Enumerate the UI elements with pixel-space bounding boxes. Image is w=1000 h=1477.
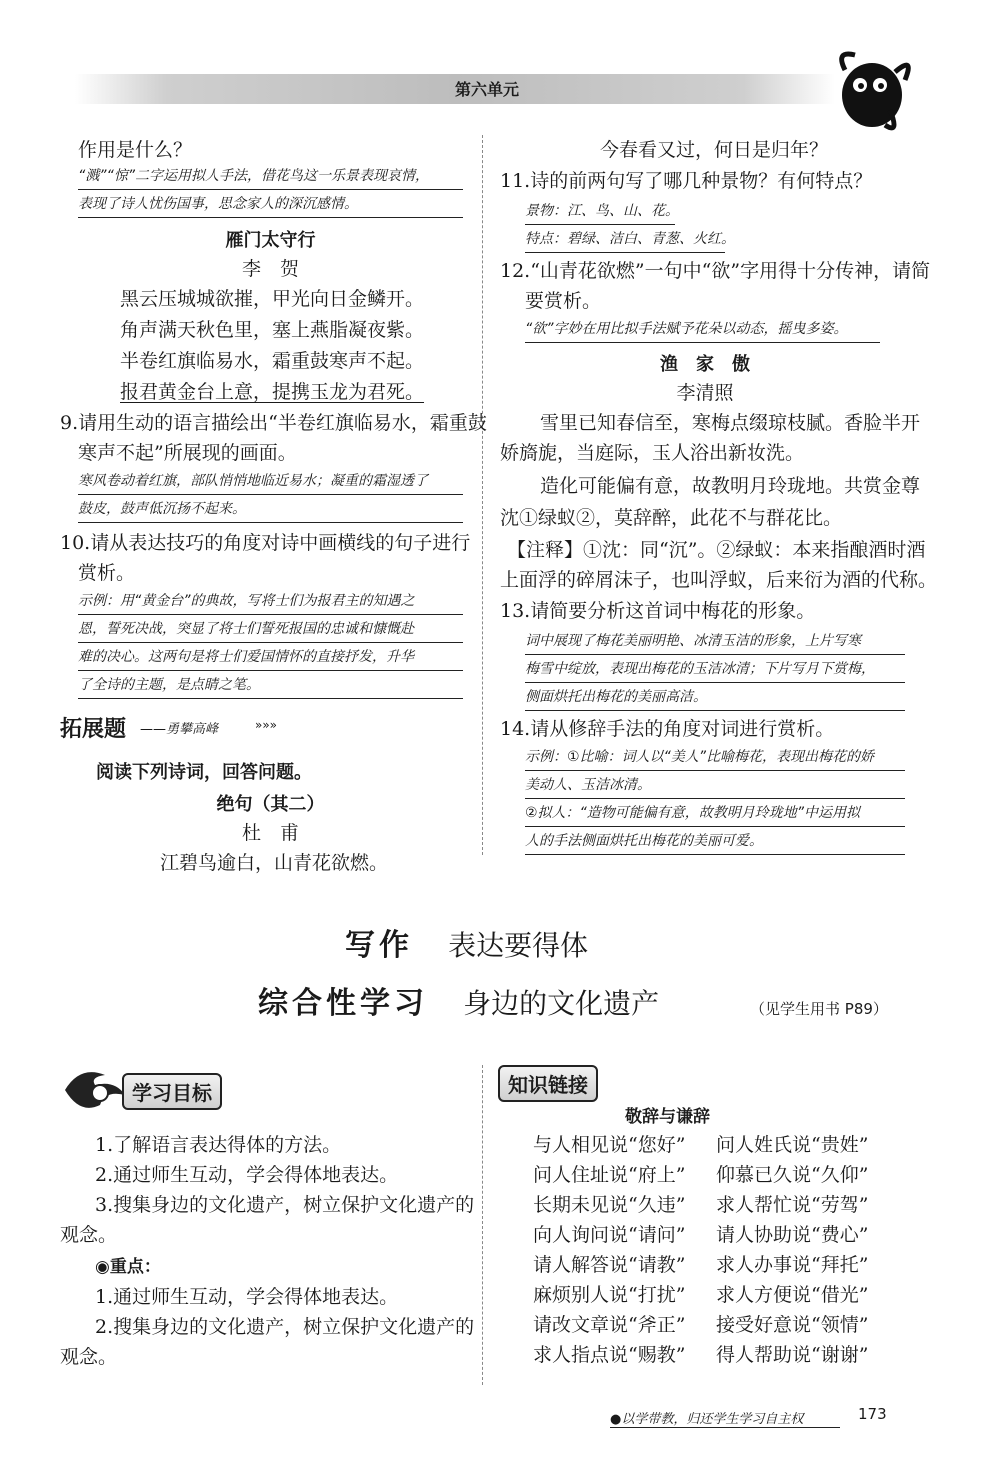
answer-line: 表现了诗人忧伤国事，思念家人的深沉感情。 <box>78 193 463 218</box>
poem-author: 李 贺 <box>241 258 299 280</box>
answer-12: “欲”字妙在用比拟手法赋予花朵以动态，摇曳多姿。 <box>525 318 880 343</box>
answer-14: 人的手法侧面烘托出梅花的美丽可爱。 <box>525 830 905 855</box>
phrase-left: 麻烦别人说“打扰” <box>533 1284 686 1306</box>
phrase-right: 求人方便说“借光” <box>716 1284 869 1306</box>
answer-14: 示例：①比喻：词人以“美人”比喻梅花，表现出梅花的娇 <box>525 746 905 771</box>
goals-badge <box>60 1065 290 1115</box>
section-title-bold: 综合性学习 <box>258 986 428 1021</box>
goal-item: 观念。 <box>60 1224 118 1246</box>
section-title-study <box>258 978 659 1022</box>
answer-9: 鼓皮，鼓声低沉扬不起来。 <box>78 498 463 523</box>
answer-line: “溅”“惊”二字运用拟人手法，借花鸟这一乐景表现哀情， <box>78 165 463 190</box>
expand-title: 拓展题 <box>60 717 127 742</box>
column-divider <box>482 1065 483 1385</box>
key-item: 观念。 <box>60 1346 118 1368</box>
answer-11: 景物：江、鸟、山、花。 <box>525 200 675 225</box>
poem-title: 雁门太守行 <box>225 230 316 251</box>
knowledge-title: 敬辞与谦辞 <box>625 1107 710 1127</box>
key-item: 2.搜集身边的文化遗产，树立保护文化遗产的 <box>95 1316 475 1338</box>
key-points-label: ◉重点： <box>95 1257 161 1277</box>
read-prompt: 阅读下列诗词，回答问题。 <box>96 762 312 783</box>
column-divider <box>482 135 483 855</box>
phrase-left: 求人指点说“赐教” <box>533 1344 686 1366</box>
answer-13: 梅雪中绽放，表现出梅花的玉洁冰清；下片写月下赏梅， <box>525 658 905 683</box>
section-title-rest: 身边的文化遗产 <box>463 987 660 1020</box>
phrase-right: 求人帮忙说“劳驾” <box>716 1194 869 1216</box>
annotation: 上面浮的碎屑沫子，也叫浮蚁，后来衍为酒的代称。 <box>500 569 938 591</box>
phrase-left: 与人相见说“您好” <box>533 1134 686 1156</box>
phrase-right: 请人协助说“费心” <box>716 1224 869 1246</box>
key-item: 1.通过师生互动，学会得体地表达。 <box>95 1286 399 1308</box>
question-12: 要赏析。 <box>525 290 602 312</box>
phrase-right: 问人姓氏说“贵姓” <box>716 1134 869 1156</box>
question-9: 9.请用生动的语言描绘出“半卷红旗临易水，霜重鼓 <box>60 412 487 434</box>
answer-9: 寒风卷动着红旗，部队悄悄地临近易水；凝重的霜湿透了 <box>78 470 463 495</box>
poem-line: 今春看又过，何日是归年？ <box>600 139 829 161</box>
answer-10: 示例：用“黄金台”的典故，写将士们为报君主的知遇之 <box>78 590 463 615</box>
poem-line: 黑云压城城欲摧，甲光向日金鳞开。 <box>120 288 425 310</box>
question-11: 11.诗的前两句写了哪几种景物？有何特点？ <box>500 170 873 192</box>
knowledge-badge: 知识链接 <box>498 1065 598 1102</box>
question-12: 12.“山青花欲燃”一句中“欲”字用得十分传神，请简 <box>500 260 931 282</box>
section-title-rest: 表达要得体 <box>448 929 589 962</box>
question-intro: 作用是什么？ <box>78 139 193 161</box>
poem-author: 杜 甫 <box>241 822 299 844</box>
arrows-icon: »»» <box>255 718 278 732</box>
poem-line: 造化可能偏有意，故教明月玲珑地。共赏金尊 <box>540 475 921 497</box>
expand-subtitle: ——勇攀高峰 <box>140 722 219 737</box>
footer-rule <box>610 1427 840 1428</box>
annotation: 【注释】①沈：同“沉”。②绿蚁：本来指酿酒时酒 <box>507 539 926 561</box>
answer-10: 难的决心。这两句是将士们爱国情怀的直接抒发，升华 <box>78 646 463 671</box>
answer-13: 侧面烘托出梅花的美丽高洁。 <box>525 686 905 711</box>
phrase-right: 得人帮助说“谢谢” <box>716 1344 869 1366</box>
phrase-right: 接受好意说“领情” <box>716 1314 869 1336</box>
mascot-icon <box>830 40 925 140</box>
answer-11: 特点：碧绿、洁白、青葱、火红。 <box>525 228 725 253</box>
poem-title: 绝句（其二） <box>216 794 325 815</box>
phrase-left: 请人解答说“请教” <box>533 1254 686 1276</box>
poem-author: 李清照 <box>676 382 734 404</box>
poem-line: 娇旖旎，当庭际，玉人浴出新妆洗。 <box>500 442 805 464</box>
poem-line: 雪里已知春信至，寒梅点缀琼枝腻。香脸半开 <box>540 412 921 434</box>
goal-item: 2.通过师生互动，学会得体地表达。 <box>95 1164 399 1186</box>
answer-14: ②拟人：“造物可能偏有意，故教明月玲珑地”中运用拟 <box>525 802 905 827</box>
question-9: 寒声不起”所展现的画面。 <box>78 442 297 464</box>
question-14: 14.请从修辞手法的角度对词进行赏析。 <box>500 718 835 740</box>
phrase-right: 仰慕已久说“久仰” <box>716 1164 869 1186</box>
question-10: 赏析。 <box>78 562 136 584</box>
poem-line-underlined: 报君黄金台上意，提携玉龙为君死。 <box>120 381 425 403</box>
question-13: 13.请简要分析这首词中梅花的形象。 <box>500 600 816 622</box>
poem-line: 沈①绿蚁②，莫辞醉，此花不与群花比。 <box>500 507 843 529</box>
phrase-left: 向人询问说“请问” <box>533 1224 686 1246</box>
phrase-right: 求人办事说“拜托” <box>716 1254 869 1276</box>
poem-line: 江碧鸟逾白，山青花欲燃。 <box>160 852 389 874</box>
footer-slogan: ●以学带教，归还学生学习自主权 <box>610 1412 804 1427</box>
page-number: 173 <box>858 1405 887 1423</box>
poem-line: 角声满天秋色里，塞上燕脂凝夜紫。 <box>120 319 425 341</box>
poem-title: 渔 家 傲 <box>660 354 750 375</box>
goal-item: 3.搜集身边的文化遗产，树立保护文化遗产的 <box>95 1194 475 1216</box>
section-title-bold: 写作 <box>345 928 413 963</box>
goal-item: 1.了解语言表达得体的方法。 <box>95 1134 342 1156</box>
flame-icon <box>60 1065 130 1115</box>
goals-badge-label: 学习目标 <box>122 1073 222 1110</box>
phrase-left: 长期未见说“久违” <box>533 1194 686 1216</box>
phrase-left: 问人住址说“府上” <box>533 1164 686 1186</box>
question-10: 10.请从表达技巧的角度对诗中画横线的句子进行 <box>60 532 471 554</box>
answer-13: 词中展现了梅花美丽明艳、冰清玉洁的形象，上片写寒 <box>525 630 905 655</box>
answer-14: 美动人、玉洁冰清。 <box>525 774 905 799</box>
answer-10: 恩，誓死决战，突显了将士们誓死报国的忠诚和慷慨赴 <box>78 618 463 643</box>
unit-title: 第六单元 <box>455 80 520 99</box>
section-title-writing <box>345 920 588 964</box>
phrase-left: 请改文章说“斧正” <box>533 1314 686 1336</box>
expand-banner <box>60 710 290 744</box>
poem-line: 半卷红旗临易水，霜重鼓寒声不起。 <box>120 350 425 372</box>
answer-10: 了全诗的主题，是点睛之笔。 <box>78 674 463 699</box>
book-reference: （见学生用书 P89） <box>750 1000 888 1018</box>
